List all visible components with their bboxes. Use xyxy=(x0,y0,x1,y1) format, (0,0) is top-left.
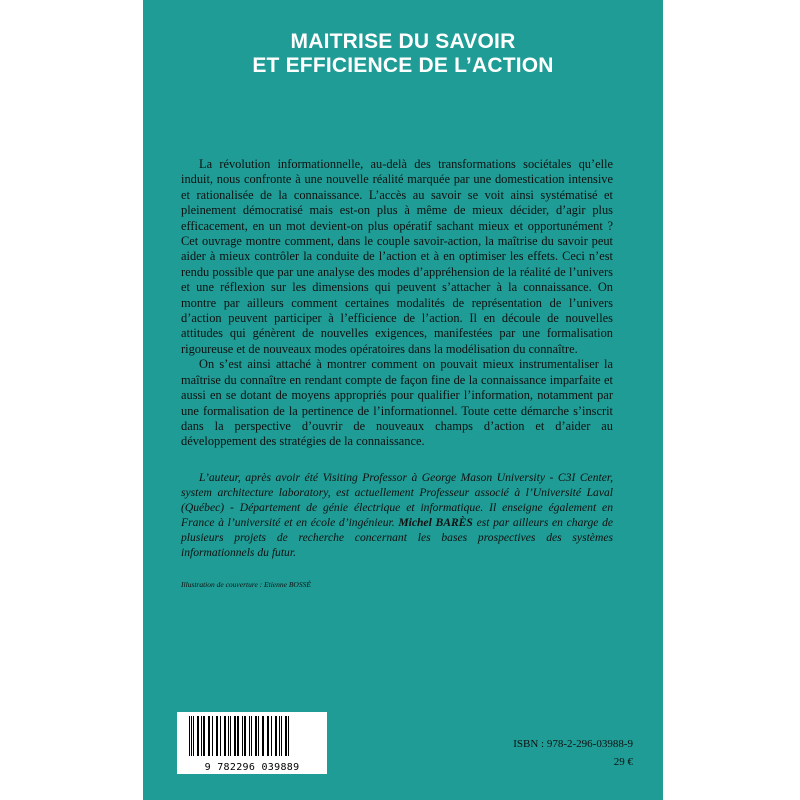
blurb-paragraph-2: On s’est ainsi attaché à montrer comment on pouvait mieux instrumentaliser la maîtrise du connaître en rendant compte de façon fine de la connaissance imparfaite et aussi en se dotant de moyens appropriés pour qualifier l’information, notamment par une formalisation de la pertinence de l’informationnel. Toute cette démarche s’inscrit dans la perspective d’ouvrir de nouveaux champs d’action et d’aider au développement des stratégies de la connaissance. xyxy=(181,357,613,449)
barcode-bar xyxy=(224,716,226,756)
author-bio-text-1: L’auteur, après avoir été Visiting Professor à George Mason University - C3I Center, system architecture laboratory, est actuellement Professeur associé à l’Université Laval (Québec) - Département de génie électrique et informatique. Il enseigne également en France à l’université et en école d’ingénieur. xyxy=(181,471,613,529)
blurb xyxy=(181,157,613,450)
author-bio-text-2: est par ailleurs en charge de plusieurs projets de recherche concernant les bases prospectives des systèmes informationnels du futur. xyxy=(181,516,614,559)
back-cover xyxy=(143,0,663,800)
barcode-bar xyxy=(275,716,277,756)
title-line-2: ET EFFICIENCE DE L’ACTION xyxy=(252,54,554,77)
blurb-paragraph-1: La révolution informationnelle, au-delà des transformations sociétales qu’elle induit, nous confronte à une nouvelle réalité marquée par une domestication intensive et rationalisée de la connaissance. L’accès au savoir se voit ainsi systématisé et pleinement démocratisé mais est-on plus à même de mieux décider, d’agir plus efficacement, en un mot devient-on plus opératif sachant mieux et opportunément ? Cet ouvrage montre comment, dans le couple savoir-action, la maîtrise du savoir peut aider à mieux contrôler la conduite de l’action et à en optimiser les effets. Ceci n’est rendu possible que par une analyse des modes d’appréhension de la réalité de l’univers et une réflexion sur les dimensions qui peuvent s’attacher à la connaissance. On montre par ailleurs comment certaines modalités de représentation de l’univers d’action peuvent participer à l’efficience de l’action. Il en découle de nouvelles attitudes qui génèrent de nouvelles exigences, manifestées par une formalisation rigoureuse et de nouveaux modes opératoires dans la modélisation du connaître. xyxy=(181,157,613,356)
barcode-bar xyxy=(237,716,239,756)
book-title xyxy=(143,30,663,78)
barcode-bar xyxy=(212,716,213,756)
barcode-bar xyxy=(262,716,264,756)
barcode-bar xyxy=(271,716,272,756)
barcode-bar xyxy=(234,716,236,756)
barcode-bar xyxy=(189,716,190,756)
barcode-bar xyxy=(279,716,280,756)
price: 29 € xyxy=(613,756,633,768)
barcode-bar xyxy=(288,716,289,756)
author-name: Michel BARÈS xyxy=(398,516,473,529)
barcode-bar xyxy=(191,716,192,756)
barcode-number: 9 782296 039889 xyxy=(204,762,300,773)
barcode-bars xyxy=(177,712,327,762)
barcode-bar xyxy=(255,716,257,756)
barcode-bar xyxy=(249,716,250,756)
cover-illustration-credit: Illustration de couverture : Etienne BOSSÉ xyxy=(181,580,311,589)
barcode-bar xyxy=(258,716,259,756)
barcode-bar xyxy=(193,716,194,756)
barcode-bar xyxy=(281,716,282,756)
barcode-bar xyxy=(216,716,218,756)
barcode-bar xyxy=(220,716,221,756)
barcode-bar xyxy=(244,716,246,756)
author-bio xyxy=(181,470,613,560)
barcode-bar xyxy=(208,716,210,756)
barcode-bar xyxy=(285,716,287,756)
isbn: ISBN : 978-2-296-03988-9 xyxy=(513,738,633,750)
barcode xyxy=(177,712,327,774)
barcode-bar xyxy=(242,716,243,756)
barcode-bar xyxy=(267,716,269,756)
title-line-1: MAITRISE DU SAVOIR xyxy=(290,30,516,53)
barcode-bar xyxy=(228,716,229,756)
barcode-bar xyxy=(203,716,205,756)
barcode-bar xyxy=(201,716,202,756)
barcode-bar xyxy=(197,716,199,756)
barcode-bar xyxy=(251,716,252,756)
barcode-bar xyxy=(230,716,231,756)
